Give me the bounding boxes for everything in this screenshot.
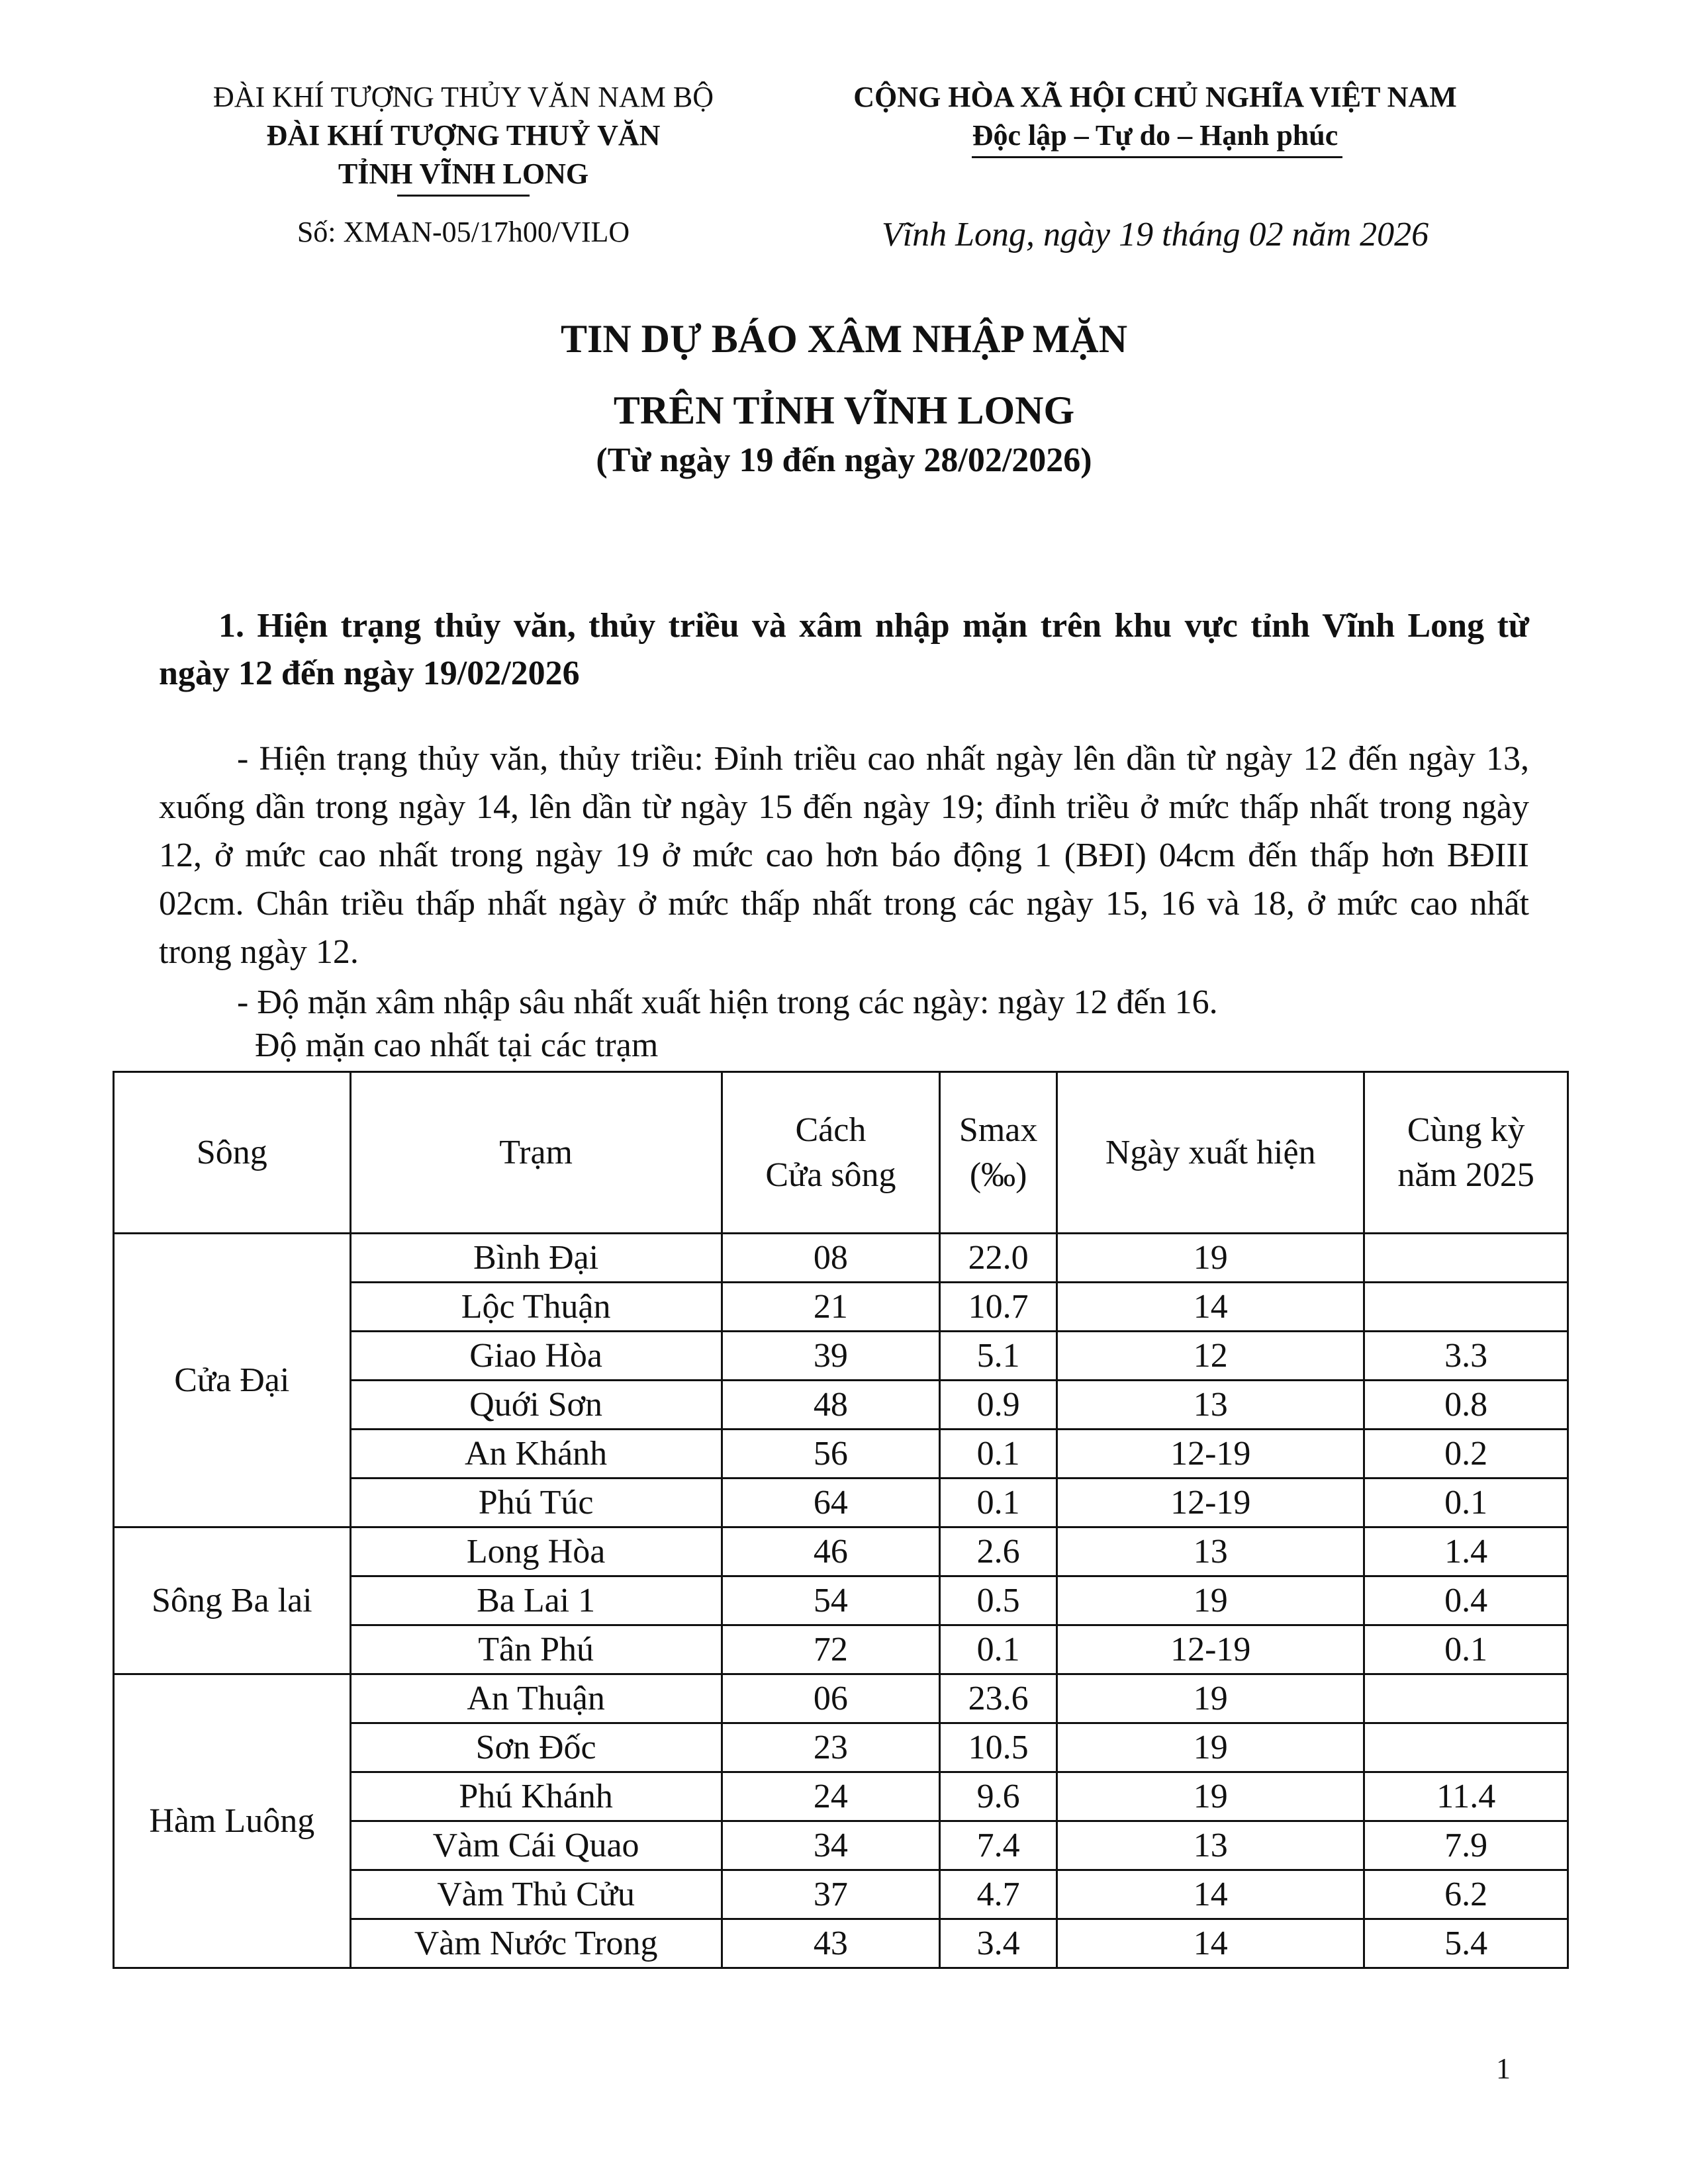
cell-river: Cửa Đại	[114, 1234, 351, 1527]
cell-station: Tân Phú	[350, 1625, 722, 1674]
cell-smax: 5.1	[940, 1332, 1057, 1381]
hydrology-paragraph	[159, 735, 1529, 976]
cell-same-period: 5.4	[1364, 1919, 1568, 1968]
table-row	[114, 1674, 1568, 1723]
header-river: Sông	[114, 1072, 351, 1234]
cell-smax: 0.1	[940, 1479, 1057, 1527]
cell-same-period: 3.3	[1364, 1332, 1568, 1381]
section-heading	[159, 602, 1529, 698]
cell-date: 14	[1057, 1870, 1364, 1919]
cell-smax: 0.9	[940, 1381, 1057, 1430]
republic-motto: Độc lập – Tự do – Hạnh phúc	[972, 119, 1338, 152]
cell-distance: 48	[722, 1381, 940, 1430]
cell-same-period: 0.2	[1364, 1430, 1568, 1479]
cell-date: 19	[1057, 1234, 1364, 1283]
cell-station: Phú Túc	[350, 1479, 722, 1527]
table-row	[114, 1234, 1568, 1283]
page-number: 1	[1496, 2052, 1511, 2085]
cell-date: 19	[1057, 1674, 1364, 1723]
agency-parent: ĐÀI KHÍ TƯỢNG THỦY VĂN NAM BỘ	[212, 81, 714, 113]
cell-date: 13	[1057, 1381, 1364, 1430]
cell-same-period: 0.8	[1364, 1381, 1568, 1430]
header-same-period: Cùng kỳ năm 2025	[1364, 1072, 1568, 1234]
cell-smax: 0.1	[940, 1430, 1057, 1479]
cell-station: Bình Đại	[350, 1234, 722, 1283]
cell-smax: 7.4	[940, 1821, 1057, 1870]
cell-station: Phú Khánh	[350, 1772, 722, 1821]
cell-date: 13	[1057, 1821, 1364, 1870]
cell-smax: 23.6	[940, 1674, 1057, 1723]
table-body	[114, 1234, 1568, 1968]
agency-province: TỈNH VĨNH LONG	[338, 158, 589, 190]
cell-station: Vàm Thủ Cửu	[350, 1870, 722, 1919]
header-station: Trạm	[350, 1072, 722, 1234]
cell-station: Vàm Nước Trong	[350, 1919, 722, 1968]
cell-distance: 39	[722, 1332, 940, 1381]
cell-smax: 9.6	[940, 1772, 1057, 1821]
document-title-location: TRÊN TỈNH VĨNH LONG	[613, 388, 1075, 432]
cell-same-period: 7.9	[1364, 1821, 1568, 1870]
cell-smax: 2.6	[940, 1527, 1057, 1576]
cell-smax: 10.7	[940, 1283, 1057, 1332]
cell-date: 12-19	[1057, 1430, 1364, 1479]
header-smax: Smax (‰)	[940, 1072, 1057, 1234]
cell-smax: 0.5	[940, 1576, 1057, 1625]
cell-date: 14	[1057, 1283, 1364, 1332]
cell-date: 12-19	[1057, 1479, 1364, 1527]
cell-distance: 64	[722, 1479, 940, 1527]
cell-date: 12	[1057, 1332, 1364, 1381]
document-title: TIN DỰ BÁO XÂM NHẬP MẶN	[560, 317, 1128, 361]
cell-same-period: 6.2	[1364, 1870, 1568, 1919]
hydrology-paragraph-text: - Hiện trạng thủy văn, thủy triều: Đỉnh triều cao nhất ngày lên dần từ ngày 12 đến ngày 13, xuống dần trong ngày 14, lên dần từ ngày 15 đến ngày 19; đỉnh triều ở mức thấp nhất trong ngày 12, ở mức cao nhất trong ngày 19 ở mức cao hơn báo động 1 (BĐI) 04cm đến thấp hơn BĐIII 02cm. Chân triều thấp nhất ngày ở mức thấp nhất trong các ngày 15, 16 và 18, ở mức cao nhất trong ngày 12.	[159, 740, 1529, 971]
salinity-paragraph	[159, 978, 1529, 1026]
cell-station: Lộc Thuận	[350, 1283, 722, 1332]
cell-station: Ba Lai 1	[350, 1576, 722, 1625]
cell-date: 19	[1057, 1772, 1364, 1821]
cell-same-period: 0.1	[1364, 1479, 1568, 1527]
cell-same-period	[1364, 1674, 1568, 1723]
cell-station: Long Hòa	[350, 1527, 722, 1576]
republic-header	[781, 78, 1529, 155]
table-header-row	[114, 1072, 1568, 1234]
agency-underline	[397, 195, 530, 197]
republic-name: CỘNG HÒA XÃ HỘI CHỦ NGHĨA VIỆT NAM	[853, 81, 1457, 113]
cell-distance: 23	[722, 1723, 940, 1772]
cell-distance: 34	[722, 1821, 940, 1870]
cell-river: Hàm Luông	[114, 1674, 351, 1968]
document-number: Số: XMAN-05/17h00/VILO	[297, 216, 630, 248]
cell-same-period: 0.1	[1364, 1625, 1568, 1674]
motto-underline	[972, 156, 1342, 158]
cell-smax: 0.1	[940, 1625, 1057, 1674]
salinity-table	[113, 1071, 1569, 1969]
cell-distance: 46	[722, 1527, 940, 1576]
cell-distance: 06	[722, 1674, 940, 1723]
cell-station: Quới Sơn	[350, 1381, 722, 1430]
cell-date: 19	[1057, 1576, 1364, 1625]
cell-same-period: 11.4	[1364, 1772, 1568, 1821]
salinity-paragraph-text: - Độ mặn xâm nhập sâu nhất xuất hiện trong các ngày: ngày 12 đến 16.	[237, 983, 1218, 1021]
cell-same-period	[1364, 1723, 1568, 1772]
cell-same-period: 0.4	[1364, 1576, 1568, 1625]
agency-name: ĐÀI KHÍ TƯỢNG THUỶ VĂN	[266, 119, 661, 152]
cell-station: Vàm Cái Quao	[350, 1821, 722, 1870]
header-distance: Cách Cửa sông	[722, 1072, 940, 1234]
cell-same-period	[1364, 1234, 1568, 1283]
cell-same-period	[1364, 1283, 1568, 1332]
cell-date: 14	[1057, 1919, 1364, 1968]
table-caption: Độ mặn cao nhất tại các trạm	[255, 1026, 659, 1064]
section-heading-text: 1. Hiện trạng thủy văn, thủy triều và xâm nhập mặn trên khu vực tỉnh Vĩnh Long từ ngày 12 đến ngày 19/02/2026	[159, 607, 1529, 692]
cell-date: 12-19	[1057, 1625, 1364, 1674]
cell-smax: 22.0	[940, 1234, 1057, 1283]
cell-smax: 10.5	[940, 1723, 1057, 1772]
agency-header	[172, 78, 755, 193]
cell-distance: 54	[722, 1576, 940, 1625]
cell-date: 19	[1057, 1723, 1364, 1772]
cell-distance: 56	[722, 1430, 940, 1479]
cell-distance: 21	[722, 1283, 940, 1332]
cell-distance: 72	[722, 1625, 940, 1674]
cell-date: 13	[1057, 1527, 1364, 1576]
document-title-period: (Từ ngày 19 đến ngày 28/02/2026)	[596, 441, 1092, 479]
document-date: Vĩnh Long, ngày 19 tháng 02 năm 2026	[881, 216, 1429, 253]
cell-station: An Khánh	[350, 1430, 722, 1479]
cell-distance: 24	[722, 1772, 940, 1821]
cell-station: Sơn Đốc	[350, 1723, 722, 1772]
cell-river: Sông Ba lai	[114, 1527, 351, 1674]
table-row	[114, 1527, 1568, 1576]
cell-station: An Thuận	[350, 1674, 722, 1723]
cell-station: Giao Hòa	[350, 1332, 722, 1381]
header-date: Ngày xuất hiện	[1057, 1072, 1364, 1234]
cell-smax: 4.7	[940, 1870, 1057, 1919]
cell-smax: 3.4	[940, 1919, 1057, 1968]
cell-distance: 08	[722, 1234, 940, 1283]
cell-distance: 43	[722, 1919, 940, 1968]
cell-same-period: 1.4	[1364, 1527, 1568, 1576]
cell-distance: 37	[722, 1870, 940, 1919]
